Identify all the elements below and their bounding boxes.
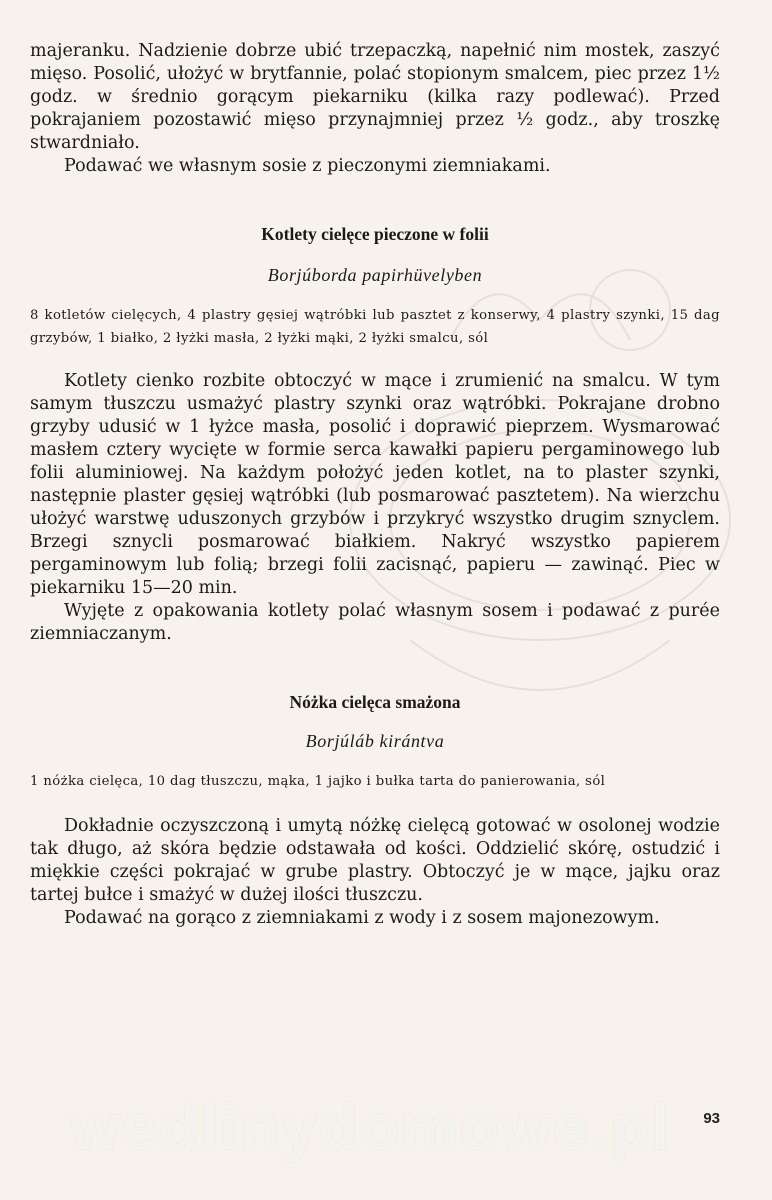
recipe-subtitle: Borjúborda papirhüvelyben: [267, 265, 483, 285]
recipe-title: Nóżka cielęca smażona: [289, 692, 461, 712]
recipe-method: Dokładnie oczyszczoną i umytą nóżkę cielęcą gotować w osolonej wodzie tak długo, aż skóra będzie odstawała od kości. Oddzielić skórę, ostudzić i miękkie części pokrajać w grube plastry. Obtoczyć je w mące, jajku oraz tartej bułce i smażyć w dużej ilości tłuszczu.: [30, 816, 720, 905]
watermark: wedlinydomowe.pl: [70, 1091, 671, 1163]
intro-serving: Podawać we własnym sosie z pieczonymi ziemniakami.: [64, 156, 551, 176]
ingredients-list: 1 nóżka cielęca, 10 dag tłuszczu, mąka, 1 jajko i bułka tarta do panierowania, sól: [30, 774, 606, 789]
recipe-subtitle: Borjúláb kirántva: [305, 731, 445, 751]
recipe-serving: Wyjęte z opakowania kotlety polać własnym sosem i podawać z purée ziemniaczanym.: [30, 601, 720, 644]
ingredients-list: 8 kotletów cielęcych, 4 plastry gęsiej wątróbki lub pasztet z konserwy, 4 plastry szynki, 15 dag grzybów, 1 białko, 2 łyżki masła, 2 łyżki mąki, 2 łyżki smalcu, sól: [30, 308, 720, 346]
recipe-title: Kotlety cielęce pieczone w folii: [261, 224, 489, 244]
page-content: [30, 40, 720, 930]
page-number: 93: [703, 1110, 720, 1127]
recipe-method: Kotlety cienko rozbite obtoczyć w mące i zrumienić na smalcu. W tym samym tłuszczu usmażyć plastry szynki oraz wątróbki. Pokrajane drobno grzyby udusić w 1 łyżce masła, posolić i doprawić pieprzem. Wysmarować masłem cztery wycięte w formie serca kawałki papieru pergaminowego lub folii aluminiowej. Na każdym położyć jeden kotlet, na to plaster szynki, następnie plaster gęsiej wątróbki (lub posmarować pasztetem). Na wierzchu ułożyć warstwę uduszonych grzybów i przykryć wszystko drugim sznyclem. Brzegi sznycli posmarować białkiem. Nakryć wszystko papierem pergaminowym lub folią; brzegi folii zacisnąć, papieru — zawinąć. Piec w piekarniku 15—20 min.: [30, 371, 720, 598]
recipe-serving: Podawać na gorąco z ziemniakami z wody i z sosem majonezowym.: [64, 908, 660, 928]
intro-continuation: majeranku. Nadzienie dobrze ubić trzepaczką, napełnić nim mostek, zaszyć mięso. Posolić, ułożyć w brytfannie, polać stopionym smalcem, piec przez 1½ godz. w średnio gorącym piekarniku (kilka razy podlewać). Przed pokrajaniem pozostawić mięso przynajmniej przez ½ godz., aby troszkę stwardniało.: [30, 41, 720, 153]
